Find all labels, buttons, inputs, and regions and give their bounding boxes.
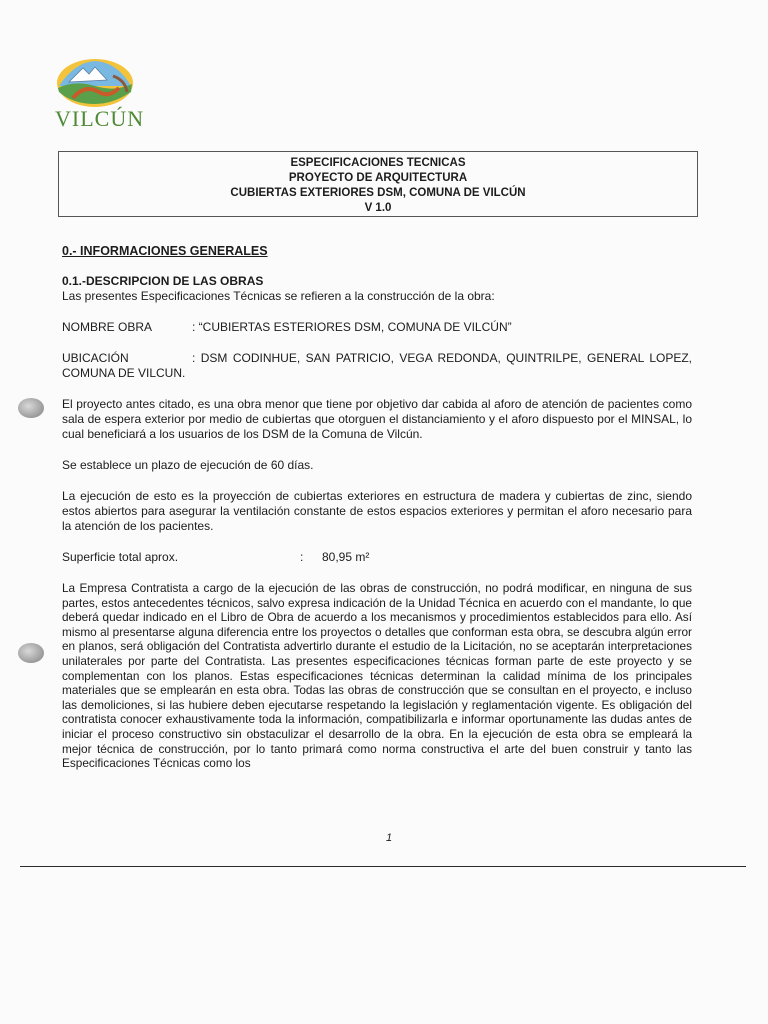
title-line-3: CUBIERTAS EXTERIORES DSM, COMUNA DE VILCÚN — [230, 187, 526, 199]
title-version: V 1.0 — [364, 202, 392, 214]
logo-wordmark: VILCÚN — [55, 106, 145, 131]
subsection-heading: 0.1.-DESCRIPCION DE LAS OBRAS — [62, 274, 264, 288]
surface-separator: : — [300, 550, 304, 564]
municipality-logo — [55, 58, 145, 133]
surface-value: 80,95 m² — [322, 550, 370, 564]
location-label: UBICACIÓN — [62, 351, 129, 365]
project-name-label: NOMBRE OBRA — [62, 320, 153, 334]
title-line-1: ESPECIFICACIONES TECNICAS — [290, 157, 466, 169]
project-name-value: : “CUBIERTAS ESTERIORES DSM, COMUNA DE VILCÚN” — [192, 320, 512, 334]
location-row — [62, 351, 692, 366]
surface-label: Superficie total aprox. — [62, 550, 179, 564]
location-value: : DSM CODINHUE, SAN PATRICIO, VEGA REDONDA, QUINTRILPE, GENERAL LOPEZ, — [192, 351, 692, 365]
title-line-2: PROYECTO DE ARQUITECTURA — [288, 172, 468, 184]
project-name-row — [62, 320, 692, 335]
footer-rule — [20, 866, 746, 867]
punch-hole-top — [18, 398, 44, 418]
paragraph-objective: El proyecto antes citado, es una obra menor que tiene por objetivo dar cabida al aforo de atención de pacientes como sala de espera exterior por medio de cubiertas que otorguen el distanciamiento y el aforo dispuesto por el MINSAL, lo cual beneficiará a los usuarios de los DSM de la Comuna de Vilcún. — [62, 397, 692, 441]
punch-hole-bottom — [18, 643, 44, 663]
section-heading: 0.- INFORMACIONES GENERALES — [62, 244, 268, 258]
intro-text: Las presentes Especificaciones Técnicas se refieren a la construcción de la obra: — [62, 289, 495, 303]
logo-emblem-icon — [55, 58, 135, 108]
page-number: 1 — [386, 832, 393, 844]
document-title-box — [58, 151, 698, 217]
location-value-cont: COMUNA DE VILCUN. — [62, 366, 186, 380]
surface-row — [62, 550, 692, 565]
paragraph-deadline: Se establece un plazo de ejecución de 60 días. — [62, 458, 314, 472]
paragraph-contractor: La Empresa Contratista a cargo de la ejecución de las obras de construcción, no podrá modificar, en ninguna de sus partes, estos antecedentes técnicos, salvo expresa indicación de la Unidad Técnica en acuerdo con el mandante, lo que deberá quedar indicado en el Libro de Obra de acuerdo a los mecanismos y procedimientos establecidos para ello. Así mismo al presentarse alguna diferencia entre los proyectos o detalles que conforman esta obra, se descubra algún error en planos, será obligación del Contratista advertirlo durante el estudio de la Licitación, no se aceptarán interpretaciones unilaterales por parte del Contratista. Las presentes especificaciones técnicas forman parte de este proyecto y se complementan con los planos. Estas especificaciones técnicas determinan la calidad mínima de los principales materiales que se emplearán en esta obra. Todas las obras de construcción que se consultan en el proyecto, e incluso las demoliciones, si las hubiere deben ejecutarse respetando la legislación y reglamentación vigente. Es obligación del contratista conocer exhaustivamente toda la información, compatibilizarla e informar oportunamente las dudas antes de iniciar el proceso constructivo sin obstaculizar el desarrollo de la obra. En la ejecución de esta obra se empleará la mejor técnica de construcción, por lo tanto primará como norma constructiva el arte del buen construir y tanto las Especificaciones Técnicas como los — [62, 581, 692, 771]
document-body — [62, 244, 692, 771]
paragraph-scope: La ejecución de esto es la proyección de cubiertas exteriores en estructura de madera y cubiertas de zinc, siendo estos abiertos para asegurar la ventilación constante de estos espacios exteriores y permitan el aforo necesario para la atención de los pacientes. — [62, 489, 692, 533]
